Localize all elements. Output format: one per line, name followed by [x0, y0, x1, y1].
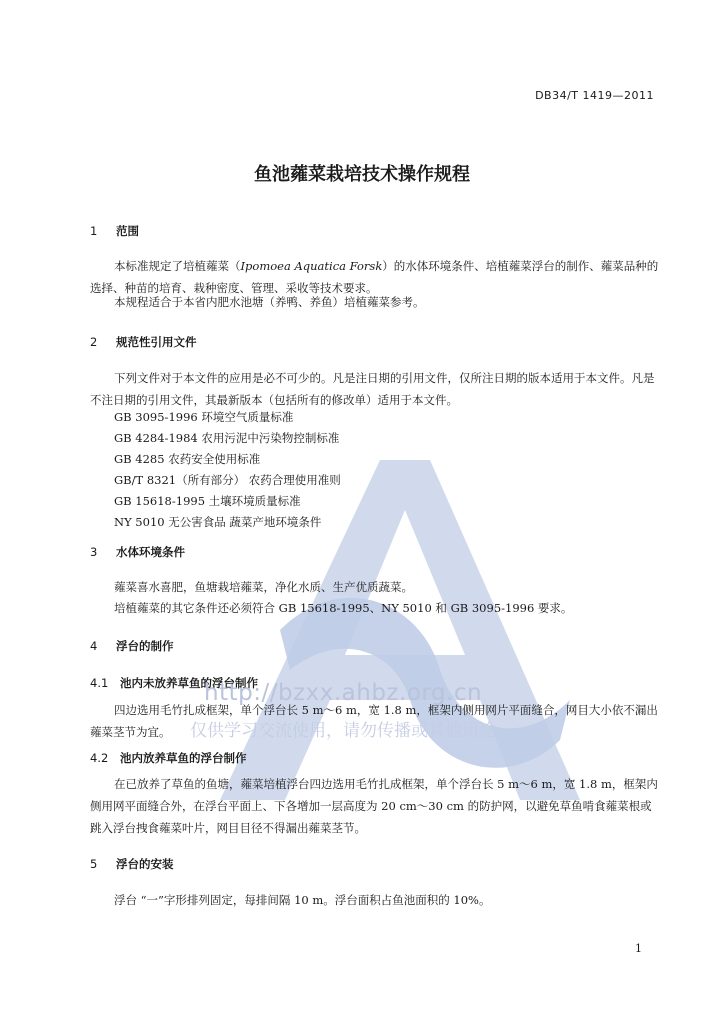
section-2-heading	[90, 334, 197, 350]
section-number: 5	[90, 857, 98, 871]
section-number: 4	[90, 639, 98, 653]
watermark-note: 仅供学习交流使用，请勿传播或其他用途	[190, 721, 496, 741]
section-title: 规范性引用文件	[116, 335, 197, 349]
section-title: 池内未放养草鱼的浮台制作	[120, 676, 258, 690]
section-4-1-paragraph: 四边选用毛竹扎成框架，单个浮台长 5 m～6 m，宽 1.8 m，框架内侧用网片平面缝合，网目大小依不漏出蕹菜茎节为宜。	[90, 703, 658, 739]
section-title: 浮台的安装	[116, 857, 174, 871]
reference-item: GB 4284-1984 农用污泥中污染物控制标准	[114, 431, 340, 445]
reference-item: GB 15618-1995 土壤环境质量标准	[114, 494, 301, 508]
section-1-paragraph-2: 本规程适合于本省内肥水池塘（养鸭、养鱼）培植蕹菜参考。	[114, 295, 425, 309]
section-3-paragraph-2: 培植蕹菜的其它条件还必须符合 GB 15618-1995、NY 5010 和 GB 3095-1996 要求。	[114, 601, 573, 615]
section-1-heading	[90, 223, 139, 239]
section-number: 4.2	[90, 751, 109, 765]
section-5-paragraph: 浮台 “一”字形排列固定，每排间隔 10 m。浮台面积占鱼池面积的 10%。	[114, 893, 491, 907]
section-title: 范围	[116, 224, 139, 238]
section-number: 4.1	[90, 676, 109, 690]
section-4-heading	[90, 638, 174, 654]
section-4-2-paragraph: 在已放养了草鱼的鱼塘，蕹菜培植浮台四边选用毛竹扎成框架，单个浮台长 5 m～6 m，宽 1.8 m，框架内侧用网平面缝合外，在浮台平面上、下各增加一层高度为 20 cm～30 cm 的防护网，以避免草鱼啃食蕹菜根或跳入浮台拽食蕹菜叶片，网目目径不得漏出蕹菜茎节。	[90, 777, 658, 835]
document-title: 鱼池蕹菜栽培技术操作规程	[254, 164, 470, 185]
page-number: 1	[635, 942, 642, 955]
reference-item: NY 5010 无公害食品 蔬菜产地环境条件	[114, 515, 322, 529]
section-2-intro: 下列文件对于本文件的应用是必不可少的。凡是注日期的引用文件，仅所注日期的版本适用于本文件。凡是不注日期的引用文件，其最新版本（包括所有的修改单）适用于本文件。	[90, 371, 655, 407]
section-number: 3	[90, 545, 98, 559]
section-number: 2	[90, 335, 98, 349]
reference-item: GB/T 8321（所有部分） 农药合理使用准则	[114, 473, 341, 487]
reference-item: GB 4285 农药安全使用标准	[114, 452, 261, 466]
section-number: 1	[90, 224, 98, 238]
section-3-heading	[90, 544, 185, 560]
section-3-paragraph-1: 蕹菜喜水喜肥，鱼塘栽培蕹菜，净化水质、生产优质蔬菜。	[114, 580, 413, 594]
section-1-paragraph-1: 本标准规定了培植蕹菜（Ipomoea Aquatica Forsk）的水体环境条件、培植蕹菜浮台的制作、蕹菜品种的选择、种苗的培育、栽种密度、管理、采收等技术要求。	[90, 259, 659, 295]
section-title: 水体环境条件	[116, 545, 185, 559]
document-code: DB34/T 1419—2011	[535, 89, 654, 102]
reference-item: GB 3095-1996 环境空气质量标准	[114, 410, 294, 424]
section-5-heading	[90, 856, 174, 872]
latin-name: Ipomoea Aquatica Forsk	[240, 259, 383, 273]
section-title: 池内放养草鱼的浮台制作	[120, 751, 247, 765]
section-title: 浮台的制作	[116, 639, 174, 653]
watermark-url: http://bzxx.ahbz.org.cn	[204, 680, 483, 706]
section-4-2-heading	[90, 750, 247, 766]
